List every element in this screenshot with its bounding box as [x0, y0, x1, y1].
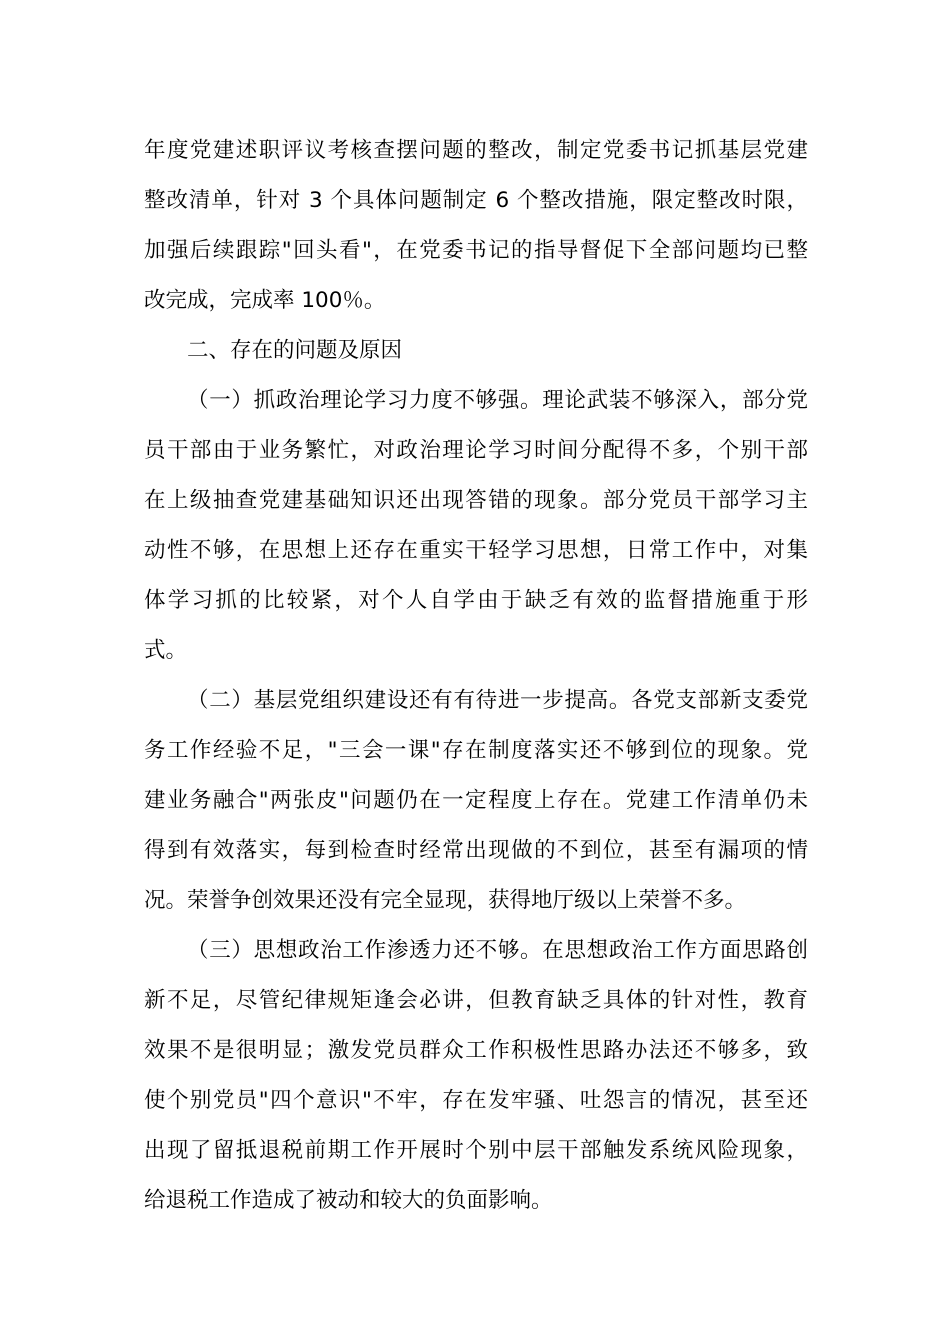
- text-line: 整改清单，针对 3 个具体问题制定 6 个整改措施，限定整改时限，: [144, 188, 808, 213]
- text-line: 出现了留抵退税前期工作开展时个别中层干部触发系统风险现象，: [144, 1138, 808, 1163]
- text-line: （一）抓政治理论学习力度不够强。理论武装不够深入，部分党: [187, 388, 808, 413]
- section-heading-problems: [144, 326, 808, 376]
- text-line: 新不足，尽管纪律规矩逢会必讲，但教育缺乏具体的针对性，教育: [144, 988, 808, 1013]
- document-body: [144, 126, 808, 1226]
- paragraph-item-1: [144, 376, 808, 676]
- text-line: 体学习抓的比较紧，对个人自学由于缺乏有效的监督措施重于形: [144, 588, 808, 613]
- text-line: 加强后续跟踪"回头看"，在党委书记的指导督促下全部问题均已整: [144, 238, 808, 263]
- text-line: 务工作经验不足，"三会一课"存在制度落实还不够到位的现象。党: [144, 738, 808, 763]
- text-line: 得到有效落实，每到检查时经常出现做的不到位，甚至有漏项的情: [144, 838, 808, 863]
- text-line: （二）基层党组织建设还有有待进一步提高。各党支部新支委党: [187, 688, 808, 713]
- text-line: 年度党建述职评议考核查摆问题的整改，制定党委书记抓基层党建: [144, 138, 808, 163]
- text-line: 改完成，完成率 100％。: [144, 288, 386, 313]
- text-line: 况。荣誉争创效果还没有完全显现，获得地厅级以上荣誉不多。: [144, 888, 747, 913]
- text-line: （三）思想政治工作渗透力还不够。在思想政治工作方面思路创: [187, 938, 808, 963]
- heading-text: 二、存在的问题及原因: [187, 338, 403, 363]
- text-line: 在上级抽查党建基础知识还出现答错的现象。部分党员干部学习主: [144, 488, 808, 513]
- text-line: 给退税工作造成了被动和较大的负面影响。: [144, 1188, 553, 1213]
- paragraph-continued-rectification: [144, 126, 808, 326]
- text-line: 员干部由于业务繁忙，对政治理论学习时间分配得不多，个别干部: [144, 438, 808, 463]
- text-line: 效果不是很明显；激发党员群众工作积极性思路办法还不够多，致: [144, 1038, 808, 1063]
- text-line: 使个别党员"四个意识"不牢，存在发牢骚、吐怨言的情况，甚至还: [144, 1088, 808, 1113]
- text-line: 建业务融合"两张皮"问题仍在一定程度上存在。党建工作清单仍未: [144, 788, 808, 813]
- text-line: 式。: [144, 638, 188, 663]
- paragraph-item-3: [144, 926, 808, 1226]
- text-line: 动性不够，在思想上还存在重实干轻学习思想，日常工作中，对集: [144, 538, 808, 563]
- paragraph-item-2: [144, 676, 808, 926]
